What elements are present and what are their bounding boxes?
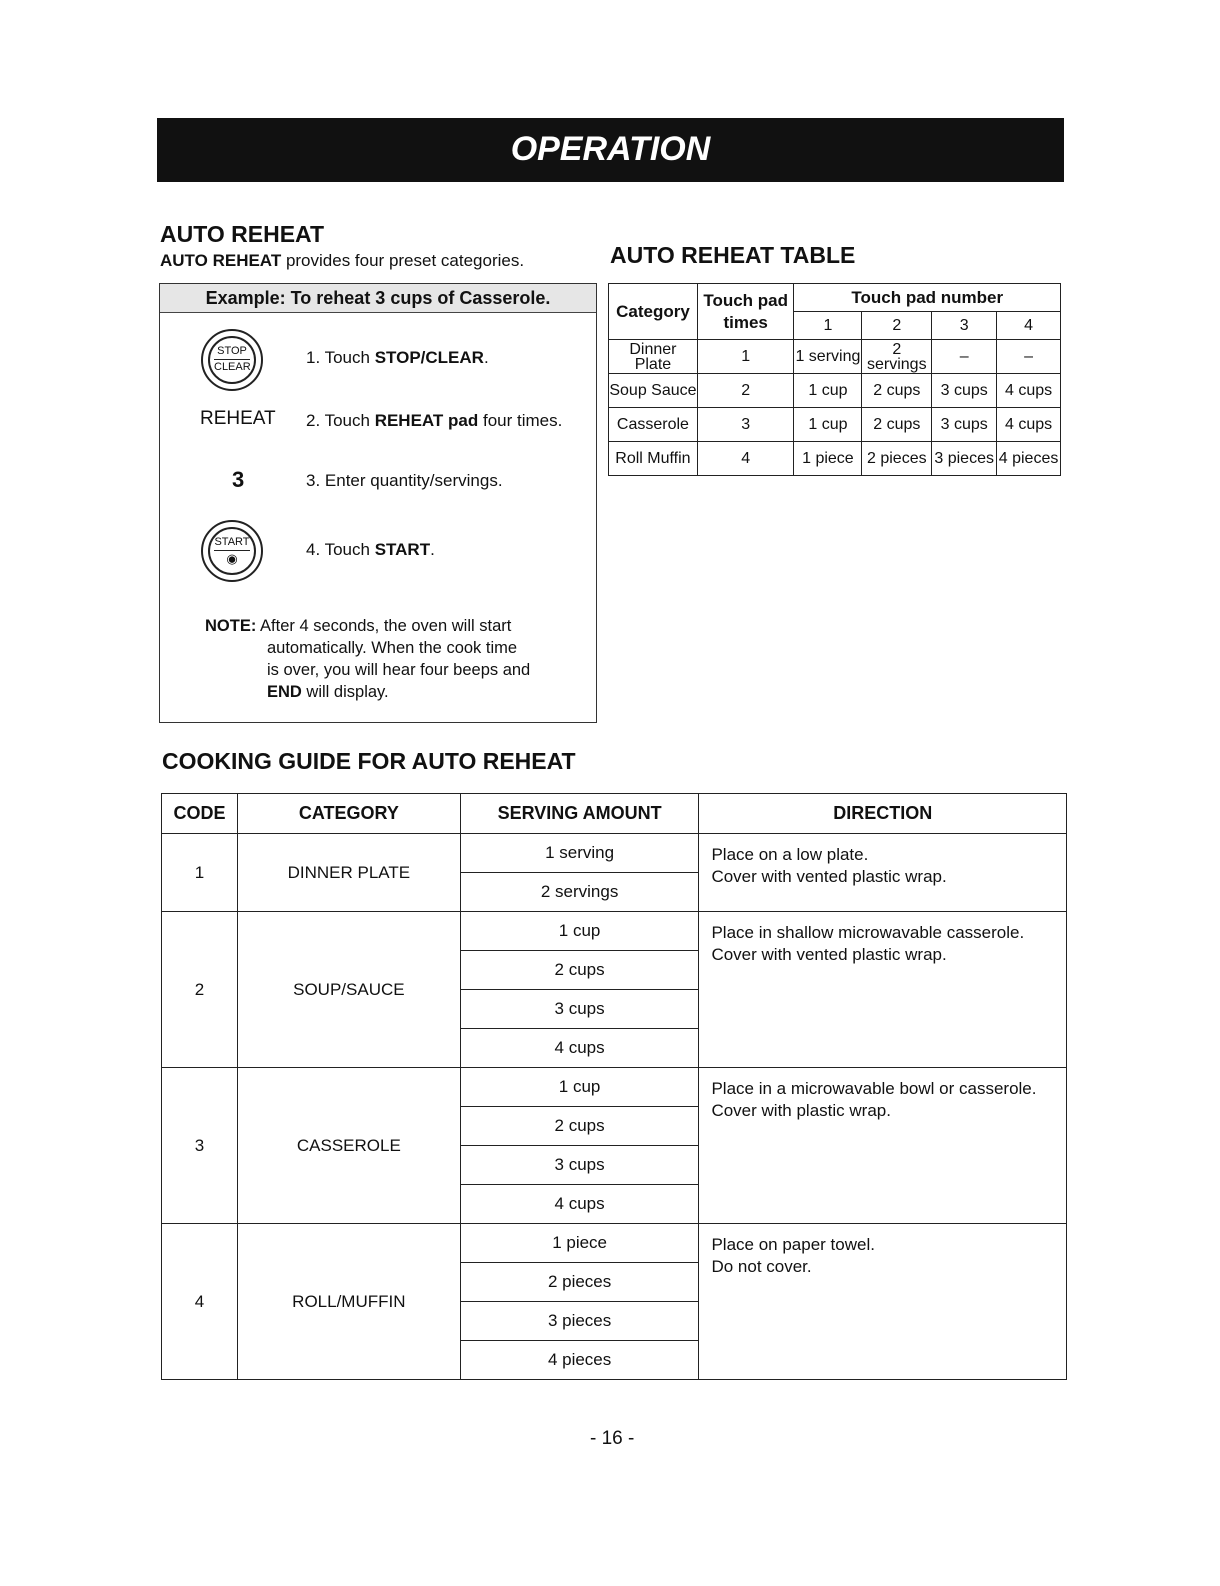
th-num-2: 2 <box>862 312 932 340</box>
intro-bold: AUTO REHEAT <box>160 251 282 270</box>
reheat-table <box>608 283 1061 476</box>
table-row: 4 cups <box>162 1185 1067 1224</box>
reheat-table-title: AUTO REHEAT TABLE <box>610 242 856 268</box>
table-row: Dinner Plate 1 1 serving 2 servings – – <box>609 340 1061 374</box>
lock-icon: ◉ <box>226 551 238 566</box>
table-row: 3 CASSEROLE 1 cup Place in a microwavable bowl or casserole. Cover with plastic wrap. <box>162 1068 1067 1107</box>
note-line-3: is over, you will hear four beeps and <box>267 661 531 679</box>
th-guide-category: CATEGORY <box>237 794 460 834</box>
note-line-1: After 4 seconds, the oven will start <box>260 617 512 635</box>
guide-title: COOKING GUIDE FOR AUTO REHEAT <box>162 748 576 774</box>
step-1: 1. Touch STOP/CLEAR. <box>306 348 489 367</box>
th-direction: DIRECTION <box>699 794 1067 834</box>
stop-clear-pad-icon <box>201 329 263 391</box>
table-row: Roll Muffin 4 1 piece 2 pieces 3 pieces 4 pieces <box>609 442 1061 476</box>
table-row: 3 cups <box>162 990 1067 1029</box>
table-row: 4 pieces <box>162 1341 1067 1380</box>
intro-text: provides four preset categories. <box>281 251 525 270</box>
cooking-guide-table <box>161 793 1067 1380</box>
reheat-key: REHEAT <box>200 408 276 429</box>
auto-reheat-title: AUTO REHEAT <box>160 221 324 247</box>
step-4: 4. Touch START. <box>306 540 435 559</box>
table-row: 1 DINNER PLATE 1 serving Place on a low plate. Cover with vented plastic wrap. <box>162 834 1067 873</box>
th-num-3: 3 <box>932 312 997 340</box>
table-row: 2 SOUP/SAUCE 1 cup Place in shallow microwavable casserole. Cover with vented plastic wrap. <box>162 912 1067 951</box>
table-row: 2 cups <box>162 951 1067 990</box>
step-2: 2. Touch REHEAT pad four times. <box>306 411 563 430</box>
th-code: CODE <box>162 794 238 834</box>
page-number: - 16 - <box>590 1428 635 1449</box>
note-label: NOTE: <box>205 617 257 635</box>
pad-stop-label: STOP <box>217 345 247 357</box>
table-row: 4 cups <box>162 1029 1067 1068</box>
table-row: Soup Sauce 2 1 cup 2 cups 3 cups 4 cups <box>609 374 1061 408</box>
pad-start-label: START <box>214 529 250 551</box>
start-pad-icon <box>201 520 263 582</box>
th-num-4: 4 <box>997 312 1061 340</box>
note <box>205 615 530 703</box>
note-line-4: END will display. <box>267 683 389 701</box>
auto-reheat-intro <box>160 251 524 271</box>
th-category: Category <box>609 284 698 340</box>
table-row: 3 cups <box>162 1146 1067 1185</box>
table-row: 2 pieces <box>162 1263 1067 1302</box>
table-row: 2 servings <box>162 873 1067 912</box>
example-title: Example: To reheat 3 cups of Casserole. <box>160 284 596 313</box>
table-row: Casserole 3 1 cup 2 cups 3 cups 4 cups <box>609 408 1061 442</box>
step-3: 3. Enter quantity/servings. <box>306 471 503 490</box>
table-row: 3 pieces <box>162 1302 1067 1341</box>
table-row: 2 cups <box>162 1107 1067 1146</box>
note-line-2: automatically. When the cook time <box>267 639 518 657</box>
table-row: 4 ROLL/MUFFIN 1 piece Place on paper towel. Do not cover. <box>162 1224 1067 1263</box>
th-number: Touch pad number <box>794 284 1061 312</box>
quantity-key: 3 <box>232 467 245 492</box>
section-banner: OPERATION <box>157 118 1064 182</box>
pad-clear-label: CLEAR <box>214 361 251 373</box>
th-num-1: 1 <box>794 312 862 340</box>
th-serving: SERVING AMOUNT <box>460 794 699 834</box>
th-times: Touch pad times <box>697 284 794 340</box>
